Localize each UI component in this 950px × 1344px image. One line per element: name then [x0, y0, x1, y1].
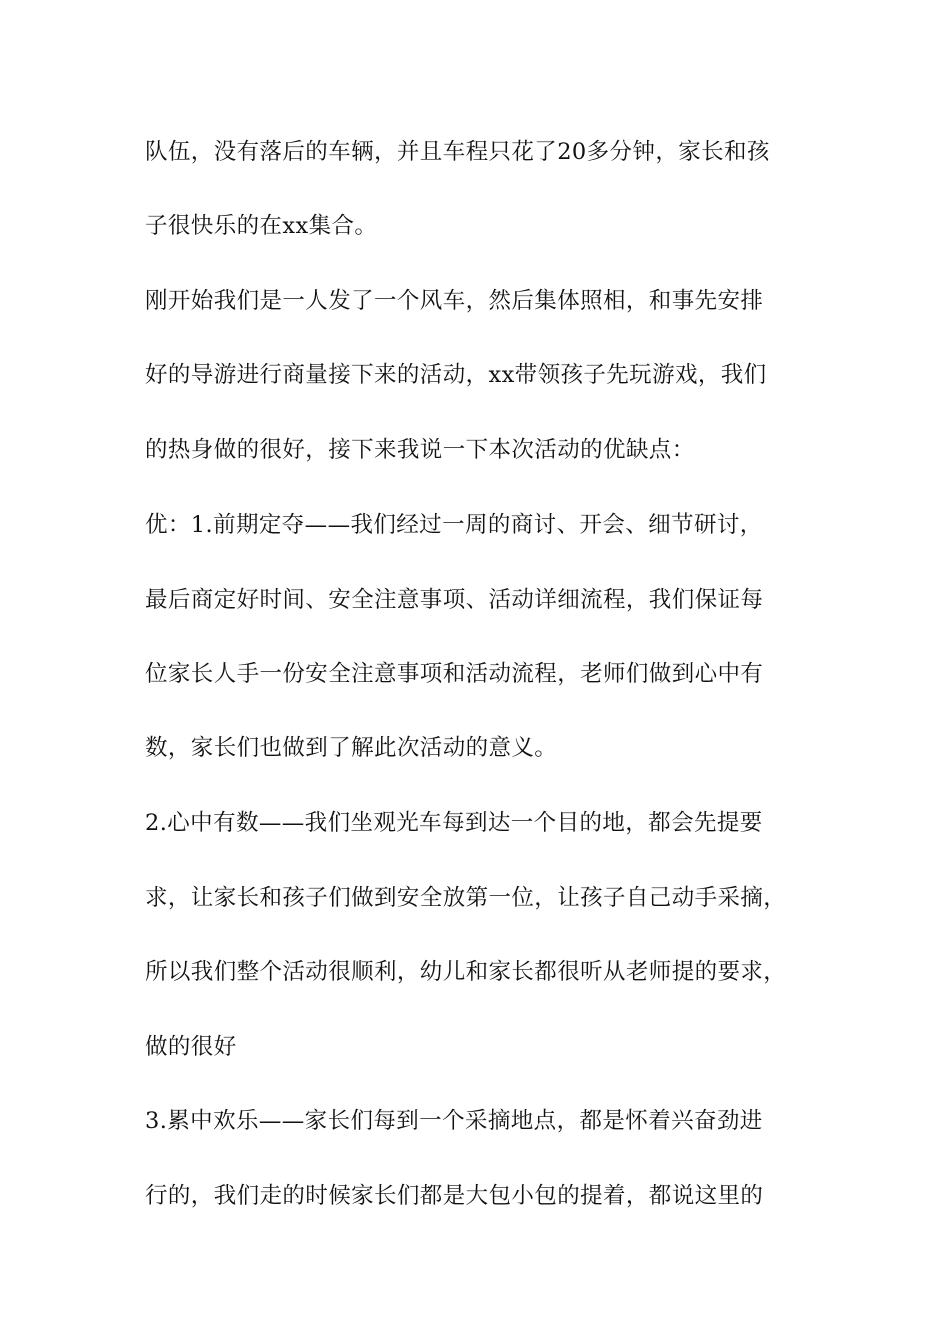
text-line: 队伍，没有落后的车辆，并且车程只花了20多分钟，家长和孩 [145, 139, 770, 165]
text-line: 的热身做的很好，接下来我说一下本次活动的优缺点： [145, 437, 695, 463]
text-line: 3.累中欢乐——家长们每到一个采摘地点，都是怀着兴奋劲进 [145, 1108, 763, 1134]
text-line: 子很快乐的在xx集合。 [145, 213, 378, 239]
text-line: 行的，我们走的时候家长们都是大包小包的提着，都说这里的 [145, 1183, 764, 1209]
text-line: 所以我们整个活动很顺利，幼儿和家长都很听从老师提的要求， [145, 959, 787, 985]
text-line: 刚开始我们是一人发了一个风车，然后集体照相，和事先安排 [145, 288, 764, 314]
text-line: 2.心中有数——我们坐观光车每到达一个目的地，都会先提要 [145, 810, 763, 836]
text-line: 最后商定好时间、安全注意事项、活动详细流程，我们保证每 [145, 587, 764, 613]
text-line: 做的很好 [145, 1034, 237, 1060]
text-line: 优：1.前期定夺——我们经过一周的商讨、开会、细节研讨， [145, 512, 763, 538]
text-line: 位家长人手一份安全注意事项和活动流程，老师们做到心中有 [145, 661, 764, 687]
text-line: 数，家长们也做到了解此次活动的意义。 [145, 735, 558, 761]
text-line: 好的导游进行商量接下来的活动，xx带领孩子先玩游戏，我们 [145, 362, 767, 388]
text-line: 求，让家长和孩子们做到安全放第一位，让孩子自己动手采摘， [145, 885, 787, 911]
